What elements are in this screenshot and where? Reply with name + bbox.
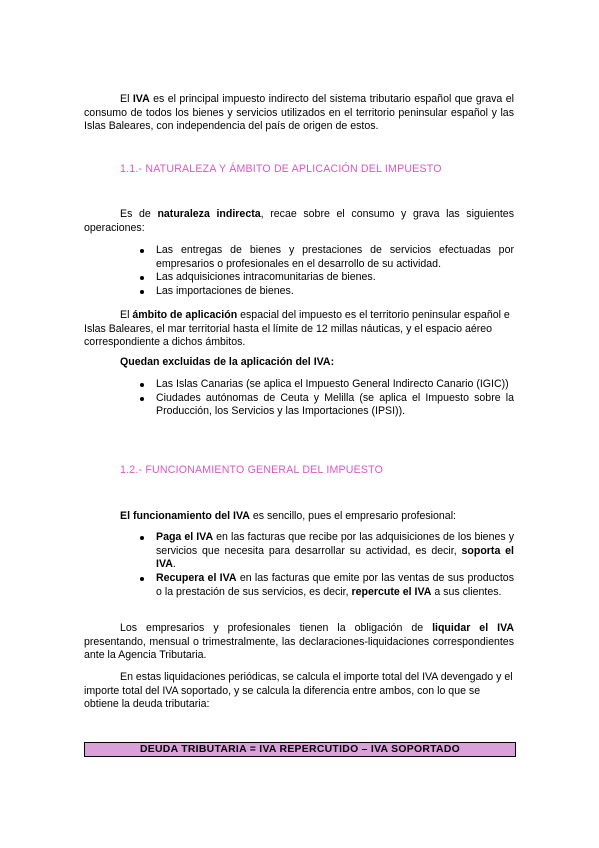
settlement-paragraph [84, 671, 514, 712]
scope-post: espacial del impuesto es el territorio peninsular español e Islas Baleares, el mar territorial hasta el límite de 12 millas náuticas, y el espacio aéreo correspondiente a dichos ámbitos. [84, 309, 510, 349]
list-item [138, 572, 514, 599]
recover-bold-2: repercute el IVA [351, 585, 432, 598]
list-item: Ciudades autónomas de Ceuta y Melilla (se aplica el Impuesto sobre la Producción, los Servicios y las Importaciones (IPSI)). [138, 392, 514, 419]
scope-bold: ámbito de aplicación [132, 309, 238, 321]
pay-mid: en las facturas que recibe por las adquisiciones de los bienes y servicios que necesita para desarrollar su actividad, es decir, [156, 531, 514, 557]
scope-pre: El [120, 309, 133, 321]
pay-bold-2: soporta el IVA [156, 544, 514, 571]
scope-paragraph [84, 309, 514, 350]
excluded-title-text: Quedan excluidas de la aplicación del IVA: [120, 356, 335, 368]
functioning-paragraph [84, 510, 514, 524]
obligation-bold: liquidar el IVA [432, 622, 514, 634]
list-item: Las adquisiciones intracomunitarias de bienes. [138, 271, 514, 285]
nature-paragraph [84, 208, 514, 235]
recover-end: a sus clientes. [431, 585, 502, 598]
intro-paragraph [84, 93, 514, 134]
recover-bold: Recupera el IVA [156, 572, 237, 585]
functioning-list [138, 531, 514, 600]
list-item: Las importaciones de bienes. [138, 285, 514, 299]
list-item: Las Islas Canarias (se aplica el Impuesto General Indirecto Canario (IGIC)) [138, 378, 514, 392]
obligation-post: presentando, mensual o trimestralmente, las declaraciones-liquidaciones correspondientes ante la Agencia Tributaria. [84, 635, 514, 662]
section-2-heading: 1.2.- FUNCIONAMIENTO GENERAL DEL IMPUESTO [120, 464, 384, 476]
intro-post: es el principal impuesto indirecto del sistema tributario español que grava el consumo de todos los bienes y servicios utilizados en el territorio peninsular español y las Islas Baleares, con independencia del país de origen de estos. [84, 93, 514, 133]
section-1-heading: 1.1.- NATURALEZA Y ÁMBITO DE APLICACIÓN DEL IMPUESTO [120, 163, 442, 175]
intro-bold: IVA [132, 93, 150, 105]
operations-list [138, 244, 514, 299]
obligation-paragraph [84, 622, 514, 663]
settlement-text: En estas liquidaciones periódicas, se calcula el importe total del IVA devengado y el importe total del IVA soportado, y se calcula la diferencia entre ambos, con lo que se obtiene la deuda tributaria: [84, 671, 513, 711]
excluded-list [138, 378, 514, 419]
list-item: Las entregas de bienes y prestaciones de servicios efectuadas por empresarios o profesionales en el desarrollo de su actividad. [138, 244, 514, 271]
functioning-post: es sencillo, pues el empresario profesional: [249, 510, 456, 522]
list-item [138, 531, 514, 572]
obligation-pre: Los empresarios y profesionales tienen la obligación de [120, 622, 433, 634]
functioning-bold: El funcionamiento del IVA [120, 510, 250, 522]
nature-post: , recae sobre el consumo y grava las siguientes operaciones: [84, 208, 514, 234]
excluded-title [84, 356, 514, 370]
pay-bold: Paga el IVA [156, 531, 214, 543]
recover-mid: en las facturas que emite por las ventas de sus productos o la prestación de sus servicios, es decir, [156, 572, 514, 598]
nature-bold: naturaleza indirecta [157, 208, 261, 220]
pay-end: . [172, 558, 176, 571]
nature-pre: Es de [120, 208, 158, 220]
intro-pre: El [120, 93, 133, 105]
debt-formula-box: DEUDA TRIBUTARIA = IVA REPERCUTIDO – IVA SOPORTADO [84, 742, 516, 757]
